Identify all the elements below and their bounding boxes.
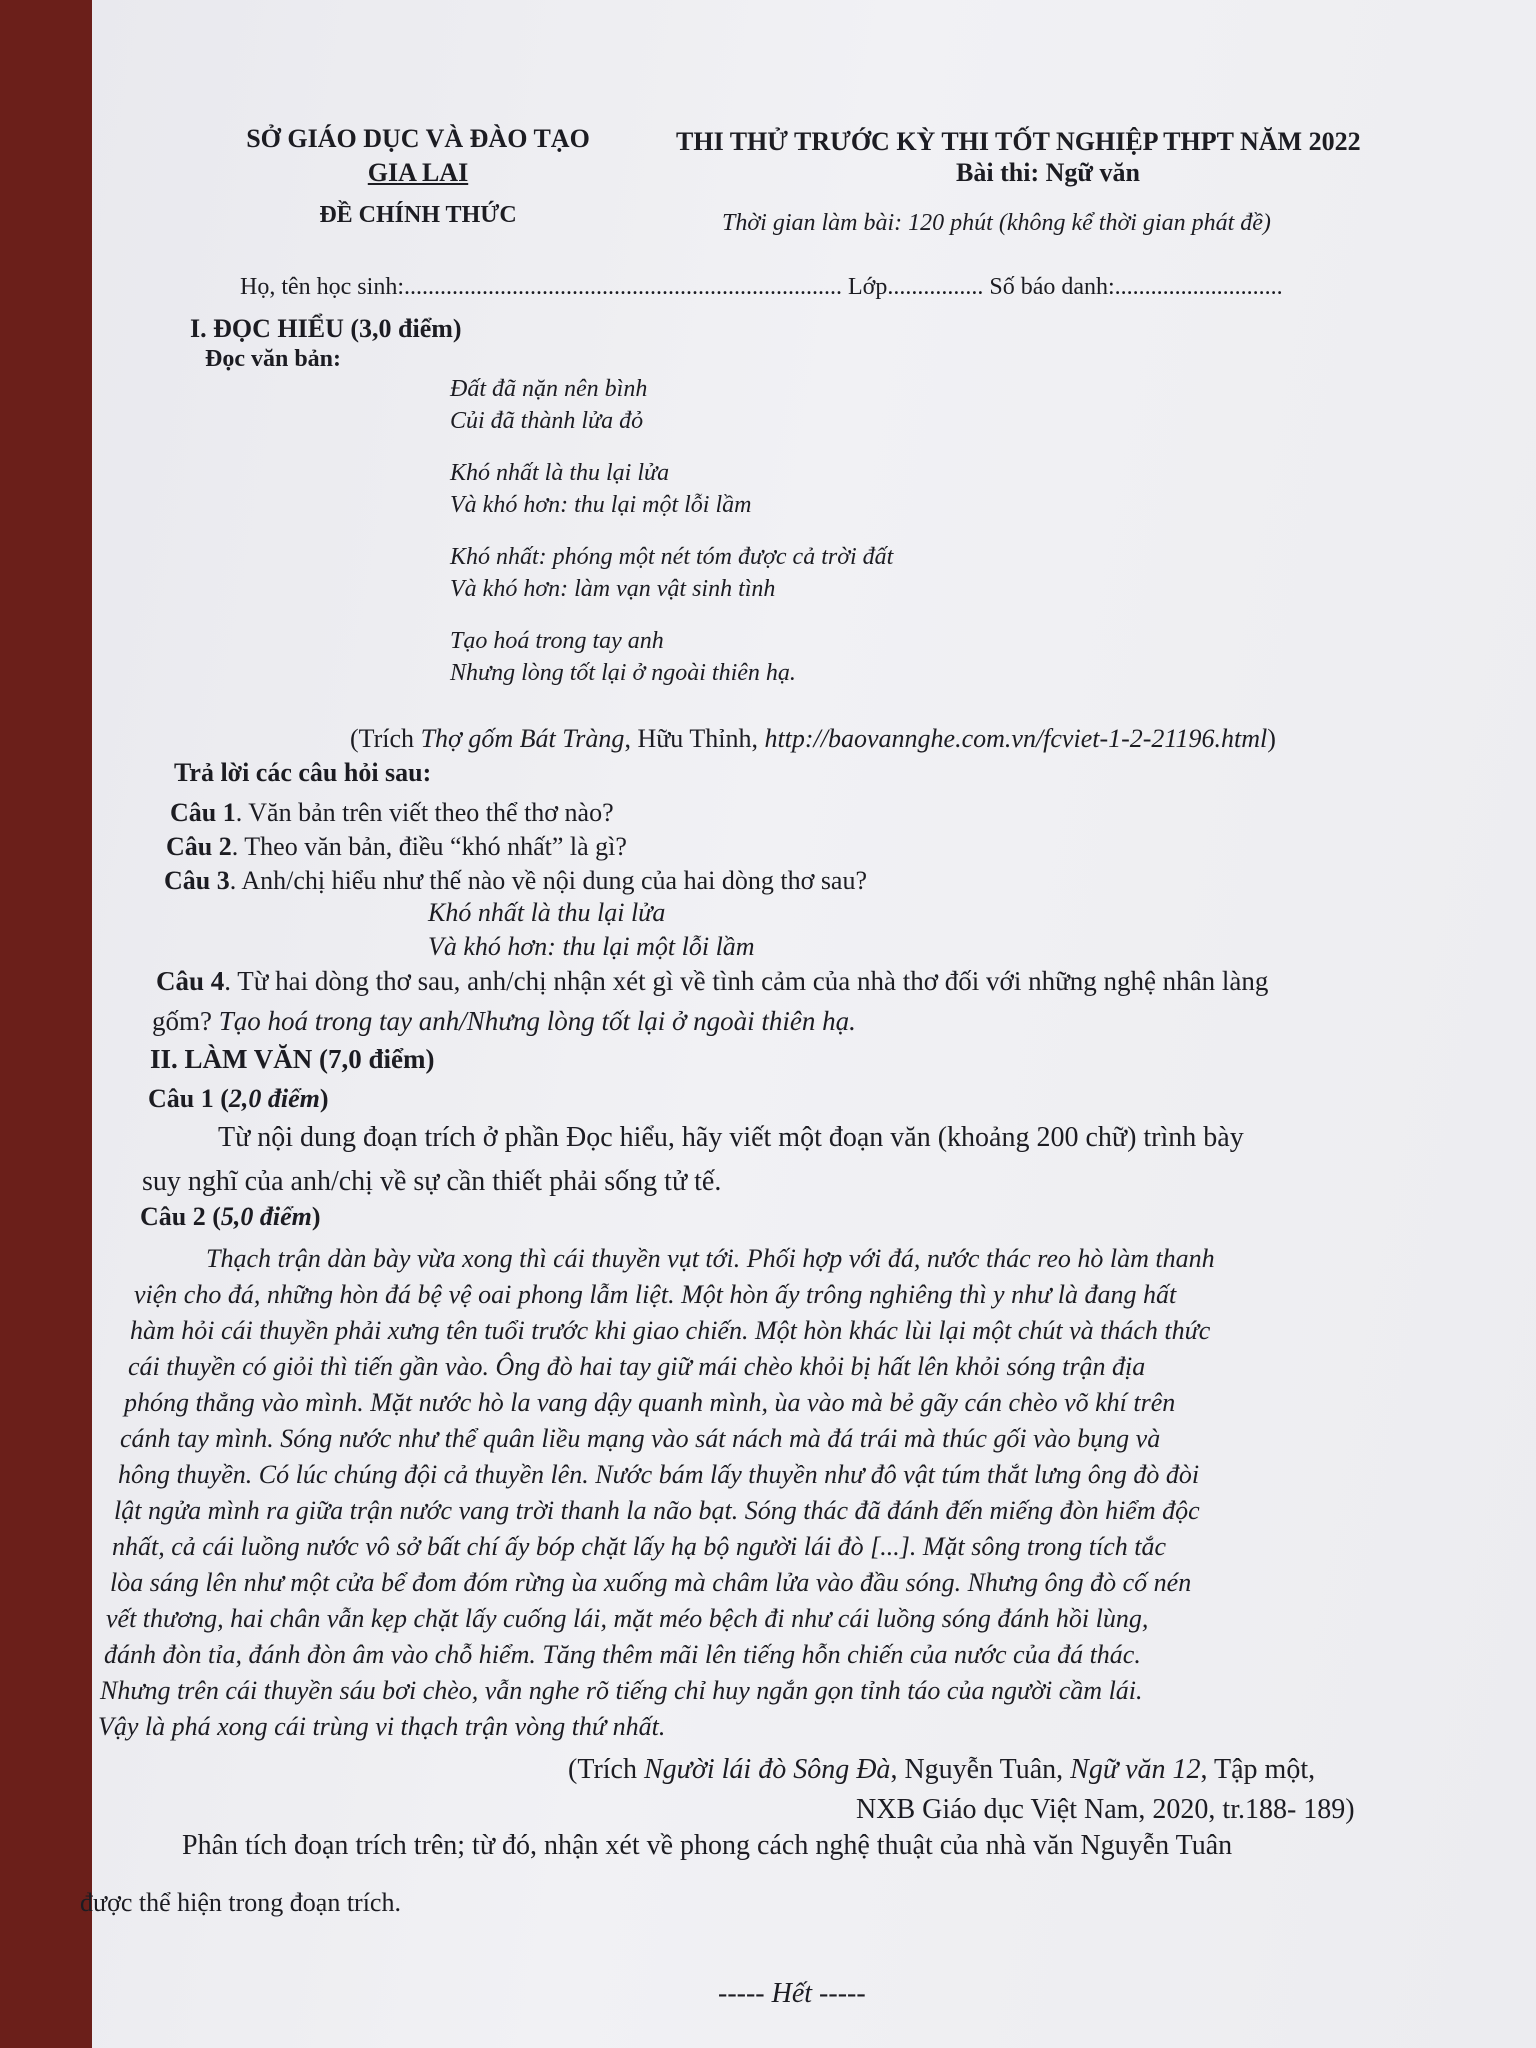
source-url: http://baovannghe.com.vn/fcviet-1-2-21196.html [764,724,1268,753]
excerpt-line: cánh tay mình. Sóng nước như thể quân liều mạng vào sát nách mà đá trái mà thúc gối vào bụng và [120,1424,1161,1453]
excerpt-line: viện cho đá, những hòn đá bệ vệ oai phong lẫm liệt. Một hòn ấy trông nghiêng thì y như là đang hất [134,1280,1177,1309]
source-author: , Nguyễn Tuân, [890,1754,1071,1785]
excerpt-line: lòa sáng lên như một cửa bể đom đóm rừng ùa xuống mà châm lửa vào đầu sóng. Nhưng ông đò cố nén [110,1568,1192,1597]
exam-time: Thời gian làm bài: 120 phút (không kể thời gian phát đề) [722,210,1271,236]
label-close: ) [319,1084,329,1113]
question-3-quote-line: Khó nhất là thu lại lửa [428,898,666,927]
department-name: SỞ GIÁO DỤC VÀ ĐÀO TẠO [246,124,590,153]
poem-line: Đất đã nặn nên bình [450,376,648,402]
question-3-quote-line: Và khó hơn: thu lại một lỗi lầm [428,932,755,961]
essay-question-2-label [140,1202,321,1232]
essay-question-1-line: suy nghĩ của anh/chị về sự cần thiết phải sống tử tế. [142,1166,722,1197]
essay-question-1-line: Từ nội dung đoạn trích ở phần Đọc hiểu, hãy viết một đoạn văn (khoảng 200 chữ) trình bày [218,1122,1244,1153]
poem-line: Củi đã thành lửa đỏ [450,408,644,434]
points: 5,0 điểm [220,1202,312,1231]
question-label: Câu 4 [156,966,225,996]
question-label: Câu 3 [164,866,230,895]
poem-source [350,724,1276,754]
question-3 [164,866,867,896]
question-text: gốm? [152,1006,219,1036]
question-text: . Từ hai dòng thơ sau, anh/chị nhận xét gì về tình cảm của nhà thơ đối với những nghệ nhân làng [224,966,1269,996]
essay-question-1-label [148,1084,329,1114]
official-label: ĐỀ CHÍNH THỨC [319,202,517,228]
excerpt-line: Nhưng trên cái thuyền sáu bơi chèo, vẫn nghe rõ tiếng chỉ huy ngắn gọn tỉnh táo của người cầm lái. [100,1676,1143,1705]
excerpt-line: nhất, cả cái luồng nước vô sở bất chí ấy bóp chặt lấy hạ bộ người lái đò [...]. Mặt sông trong tích tắc [112,1532,1167,1561]
points: 2,0 điểm [228,1084,320,1113]
excerpt-source-publisher: NXB Giáo dục Việt Nam, 2020, tr.188- 189) [856,1794,1355,1825]
excerpt-line: Thạch trận dàn bày vừa xong thì cái thuyền vụt tới. Phối hợp với đá, nước thác reo hò làm thanh [206,1244,1215,1273]
question-text: . Theo văn bản, điều “khó nhất” là gì? [231,832,627,861]
question-quote: Tạo hoá trong tay anh/Nhưng lòng tốt lại ở ngoài thiên hạ. [218,1006,856,1036]
label-close: ) [311,1202,321,1231]
question-4 [156,966,1268,997]
excerpt-line: cái thuyền có giỏi thì tiến gần vào. Ông đò hai tay giữ mái chèo khỏi bị hất lên khỏi sóng trận địa [128,1352,1146,1381]
poem-line: Nhưng lòng tốt lại ở ngoài thiên hạ. [450,660,796,686]
exam-subject: Bài thi: Ngữ văn [956,158,1140,187]
part1-heading: I. ĐỌC HIỂU (3,0 điểm) [190,314,462,343]
label-text: Câu 1 ( [148,1084,229,1113]
end-marker: ----- Hết ----- [718,1978,866,2009]
excerpt-line: Vậy là phá xong cái trùng vi thạch trận vòng thứ nhất. [98,1712,666,1741]
source-author: , Hữu Thỉnh, [624,724,765,753]
essay-task-line: Phân tích đoạn trích trên; từ đó, nhận xét về phong cách nghệ thuật của nhà văn Nguyễn Tuân [182,1830,1233,1861]
label-text: Câu 2 ( [140,1202,221,1231]
part2-heading: II. LÀM VĂN (7,0 điểm) [150,1044,435,1074]
source-book: Ngữ văn 12 [1070,1754,1201,1785]
student-name-label: Họ, tên học sinh:......................................................................... [240,274,842,300]
excerpt-line: vết thương, hai chân vẫn kẹp chặt lấy cuống lái, mặt méo bệch đi như cái luồng sóng đánh hồi lùng, [106,1604,1149,1633]
poem-line: Khó nhất là thu lại lửa [450,460,670,486]
exam-title: THI THỬ TRƯỚC KỲ THI TỐT NGHIỆP THPT NĂM 2022 [676,127,1361,156]
question-label: Câu 2 [166,832,232,861]
source-prefix: (Trích [568,1754,644,1785]
question-2 [166,832,627,862]
question-text: . Văn bản trên viết theo thể thơ nào? [235,798,614,827]
excerpt-line: đánh đòn tỉa, đánh đòn âm vào chỗ hiểm. Tăng thêm mãi lên tiếng hỗn chiến của nước của đá thác. [104,1640,1141,1669]
poem-line: Và khó hơn: làm vạn vật sinh tình [450,576,776,602]
question-1 [170,798,614,828]
read-label: Đọc văn bản: [205,346,342,372]
question-label: Câu 1 [170,798,236,827]
excerpt-line: hông thuyền. Có lúc chúng đội cả thuyền lên. Nước bám lấy thuyền như đô vật túm thắt lưng ông đò đòi [118,1460,1200,1489]
question-text: . Anh/chị hiểu như thế nào về nội dung của hai dòng thơ sau? [229,866,868,895]
student-id-label: Số báo danh:............................ [989,274,1283,300]
source-suffix: ) [1267,724,1276,753]
source-title: Người lái đò Sông Đà [643,1754,891,1785]
student-name-field [240,274,1283,301]
essay-task-line: được thể hiện trong đoạn trích. [80,1888,401,1917]
excerpt-line: lật ngửa mình ra giữa trận nước vang trời thanh la não bạt. Sóng thác đã đánh đến miếng đòn hiểm độc [114,1496,1200,1525]
question-4-continued [152,1006,856,1037]
source-prefix: (Trích [350,724,421,753]
excerpt-source [568,1754,1315,1786]
excerpt-line: phóng thẳng vào mình. Mặt nước hò la vang dậy quanh mình, ùa vào mà bẻ gãy cán chèo võ khí trên [124,1388,1176,1417]
source-volume: , Tập một, [1200,1754,1316,1785]
source-title: Thợ gốm Bát Tràng [420,724,625,753]
province-name: GIA LAI [367,158,469,187]
poem-line: Khó nhất: phóng một nét tóm được cả trời đất [450,544,894,570]
poem-line: Tạo hoá trong tay anh [450,628,664,654]
class-label: Lớp................ [847,274,984,300]
poem-line: Và khó hơn: thu lại một lỗi lầm [450,492,752,518]
poem [450,376,893,692]
excerpt-line: hàm hỏi cái thuyền phải xưng tên tuổi trước khi giao chiến. Một hòn khác lùi lại một chút và thách thức [130,1316,1211,1345]
answer-label: Trả lời các câu hỏi sau: [174,758,432,787]
